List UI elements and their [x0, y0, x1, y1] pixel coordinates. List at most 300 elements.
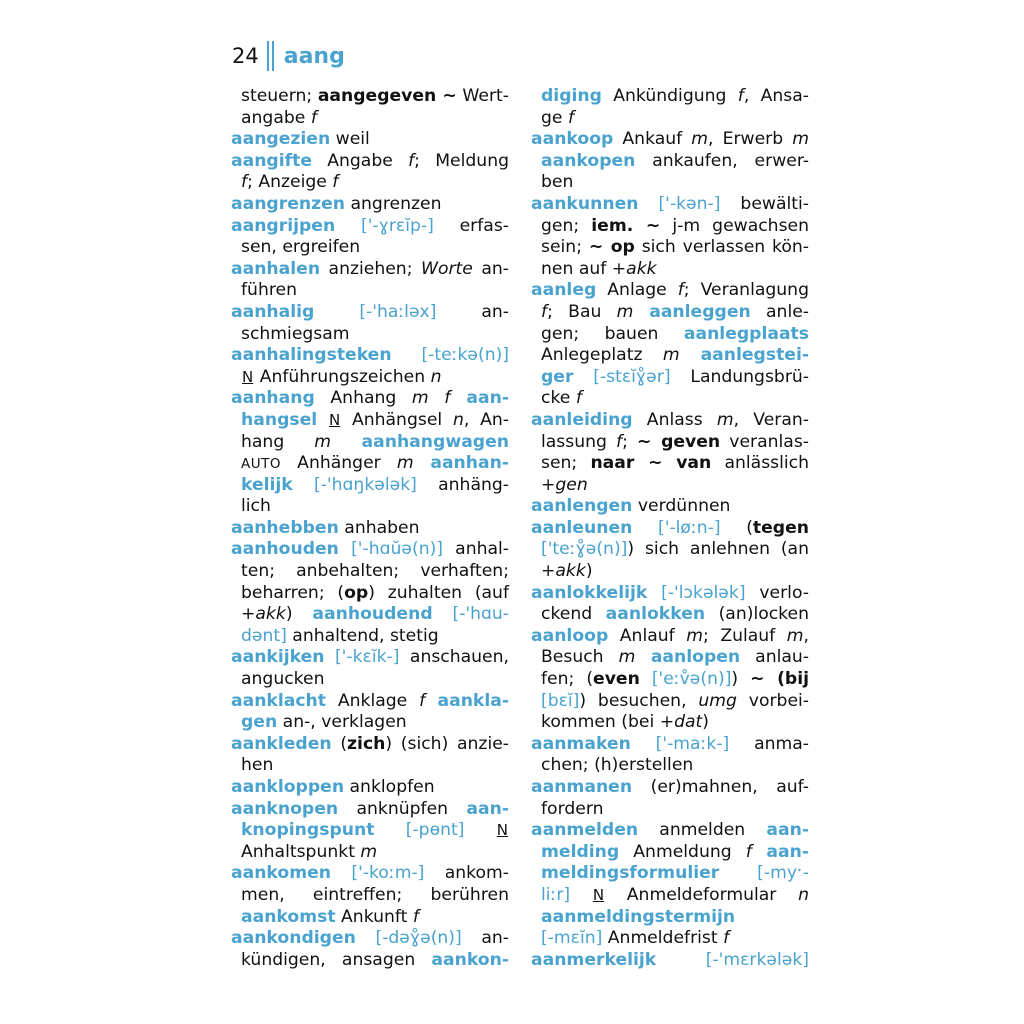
- pronunciation: dənt]: [241, 625, 287, 646]
- entry-line: [231, 561, 509, 583]
- headword: aan-: [766, 820, 809, 841]
- pronunciation: ['-kən-]: [638, 193, 721, 214]
- pronunciation: [-'hɑu-: [432, 604, 510, 625]
- headword: aankomen: [231, 863, 332, 884]
- definition-text: , An-: [463, 409, 509, 430]
- headword: aankon-: [431, 949, 509, 970]
- entry-line: [531, 194, 809, 216]
- definition-text: ): [285, 604, 313, 625]
- headword: aankleden: [231, 733, 332, 754]
- pronunciation: [-pɵnt]: [374, 820, 465, 841]
- definition-text: Anhänger: [281, 453, 397, 474]
- definition-text: ) besuchen,: [579, 690, 699, 711]
- definition-text: Angabe: [311, 150, 409, 171]
- grammar-label: +dat: [659, 712, 703, 733]
- headword: aanhangwagen: [330, 431, 509, 452]
- grammar-label: +akk: [611, 258, 657, 279]
- grammar-label: f: [408, 150, 415, 171]
- grammar-label: n: [430, 366, 442, 387]
- headword: knopingspunt: [241, 820, 375, 841]
- headword: aan-: [466, 798, 509, 819]
- entry-line: [231, 907, 509, 929]
- definition-text: lassung: [541, 431, 617, 452]
- entry-line: [231, 799, 509, 821]
- entry-line: [531, 734, 809, 756]
- definition-text: an-: [436, 301, 509, 322]
- definition-text: Anlegeplatz: [541, 345, 663, 366]
- definition-text: fen; (: [541, 669, 594, 690]
- definition-text: Anhaltspunkt: [241, 841, 361, 862]
- grammar-label: m: [314, 431, 331, 452]
- grammar-label: f: [737, 86, 744, 106]
- bold-phrase: ~ (bij: [750, 669, 810, 690]
- definition-text: (an)locken: [705, 604, 809, 625]
- headword: aanleg: [531, 280, 597, 301]
- definition-text: anhäng-: [416, 474, 509, 495]
- definition-text: ): [731, 669, 751, 690]
- definition-text: anhal-: [443, 539, 509, 560]
- definition-text: Anmeldung: [619, 841, 746, 862]
- headword: aanknopen: [231, 798, 339, 819]
- pronunciation: [-stɛĭɣ̊ər]: [573, 366, 671, 387]
- headword: ger: [541, 366, 574, 387]
- definition-text: sen;: [541, 453, 591, 474]
- entry-line: [531, 885, 809, 907]
- definition-text: [317, 410, 328, 430]
- entry-line: [531, 367, 809, 389]
- entry-line: [231, 755, 509, 777]
- entry-line: [231, 583, 509, 605]
- definition-text: ) sich anlehnen (an: [627, 539, 809, 560]
- grammar-label: f: [723, 928, 730, 949]
- headword: aanlegstei-: [679, 345, 809, 366]
- right-column: [531, 86, 809, 971]
- pronunciation: [-'haːləx]: [314, 301, 437, 322]
- headword: aanmeldingstermijn: [541, 906, 736, 927]
- definition-text: führen: [241, 280, 297, 301]
- pronunciation: [-dəɣ̊ə(n)]: [355, 928, 462, 949]
- definition-text: sein;: [541, 237, 589, 258]
- entry-line: [231, 410, 509, 432]
- grammar-label: f: [310, 107, 317, 128]
- entry-line: [531, 604, 809, 626]
- definition-text: anhaben: [338, 517, 420, 538]
- definition-text: Wert-: [456, 86, 509, 106]
- entry-line: [531, 86, 809, 108]
- entry-line: [531, 216, 809, 238]
- grammar-label: f: [412, 906, 419, 927]
- entry-line: [231, 928, 509, 950]
- grammar-label: m: [792, 129, 809, 150]
- definition-text: Landungsbrü-: [670, 366, 809, 387]
- headword: aanmaken: [531, 733, 631, 754]
- definition-text: Ankauf: [613, 129, 692, 150]
- grammar-label: f: [541, 301, 548, 322]
- headword: aanleggen: [633, 301, 751, 322]
- entry-line: [231, 172, 509, 194]
- bold-phrase: aangegeven ~: [317, 86, 457, 106]
- entry-line: [531, 302, 809, 324]
- entry-line: [231, 518, 509, 540]
- entry-line: [531, 777, 809, 799]
- headword: aangezien: [231, 129, 331, 150]
- headword: aanlegplaats: [683, 323, 809, 344]
- grammar-label: +akk: [541, 561, 586, 582]
- definition-text: anhaltend, stetig: [286, 625, 439, 646]
- definition-text: ankaufen, erwer-: [635, 150, 809, 171]
- entry-line: [531, 345, 809, 367]
- definition-text: (: [720, 517, 753, 538]
- headword: aanlopen: [635, 647, 741, 668]
- entry-line: [531, 647, 809, 669]
- definition-text: ; Zulauf: [702, 625, 787, 646]
- left-column: [231, 86, 509, 971]
- headword: aanhouden: [231, 539, 339, 560]
- pronunciation: ['-kɛĭk-]: [324, 647, 400, 668]
- definition-text: an-: [461, 928, 509, 949]
- pronunciation: [-'lɔkələk]: [647, 582, 746, 603]
- headword: aanleunen: [531, 517, 633, 538]
- entry-line: [531, 755, 809, 777]
- definition-text: , Erwerb: [708, 129, 793, 150]
- definition-text: angrenzen: [345, 193, 442, 214]
- entry-line: [531, 561, 809, 583]
- definition-text: verlo-: [745, 582, 809, 603]
- grammar-label: +gen: [541, 474, 588, 495]
- page-number: 24: [232, 44, 259, 68]
- bold-phrase: tegen: [752, 517, 809, 538]
- grammar-label: f: [419, 690, 426, 711]
- bold-phrase: ~ op: [588, 237, 635, 258]
- definition-text: anle-: [750, 301, 809, 322]
- grammar-label: f: [575, 388, 582, 409]
- headword: gen: [241, 712, 278, 733]
- headword: aankomst: [241, 906, 336, 927]
- entry-line: [531, 518, 809, 540]
- grammar-label: f: [567, 107, 575, 128]
- headword: aanhebben: [231, 517, 339, 538]
- entry-line: [531, 237, 809, 259]
- entry-line: [531, 108, 809, 130]
- definition-text: sich verlassen kön-: [634, 237, 809, 258]
- definition-text: chen; (h)erstellen: [541, 755, 694, 776]
- pronunciation: [-mɛĭn]: [541, 928, 603, 949]
- entry-line: [531, 280, 809, 302]
- definition-text: [640, 669, 652, 689]
- entry-line: [231, 712, 509, 734]
- grammar-label: Worte: [420, 258, 473, 279]
- definition-text: an-, verklagen: [277, 712, 407, 733]
- pronunciation: ['-ɣrɛĭp-]: [335, 215, 434, 236]
- entry-line: [531, 799, 809, 821]
- headword: aanloop: [531, 625, 609, 646]
- neuter-marker: N: [496, 821, 508, 840]
- definition-text: steuern;: [241, 86, 318, 106]
- entry-line: [531, 863, 809, 885]
- grammar-label: n: [798, 884, 809, 905]
- headword: aanhoudend: [312, 604, 433, 625]
- headword: aanhan-: [413, 453, 510, 474]
- page-header: [232, 38, 345, 74]
- entry-line: [531, 410, 809, 432]
- header-divider: [267, 41, 269, 71]
- definition-text: erfas-: [433, 215, 509, 236]
- definition-text: ) zuhalten (auf: [368, 582, 509, 603]
- headword: aanmerkelijk: [531, 949, 657, 970]
- headword: aangrenzen: [231, 193, 346, 214]
- bold-phrase: iem. ~: [591, 215, 661, 236]
- entry-line: [531, 172, 809, 194]
- definition-text: schmiegsam: [241, 323, 350, 344]
- definition-text: Anlass: [632, 409, 717, 430]
- definition-text: lich: [241, 496, 271, 517]
- definition-text: cke: [541, 388, 576, 409]
- headword: aanlengen: [531, 496, 633, 517]
- definition-text: vorbei-: [736, 690, 809, 711]
- entry-line: [231, 86, 509, 108]
- definition-text: ;: [622, 431, 638, 452]
- headword: aankunnen: [531, 193, 639, 214]
- pronunciation: liːr]: [541, 884, 571, 905]
- headword: aankloppen: [231, 777, 345, 797]
- entry-line: [531, 259, 809, 281]
- guide-word: aang: [283, 43, 345, 69]
- pronunciation: [-myˑ-: [719, 863, 809, 884]
- definition-text: anmelden: [638, 820, 767, 841]
- definition-text: [570, 885, 592, 905]
- entry-line: [531, 907, 809, 929]
- entry-line: [231, 475, 509, 497]
- definition-text: ) (sich) anzie-: [385, 733, 510, 754]
- entry-line: [231, 345, 509, 367]
- entry-line: [231, 129, 509, 151]
- grammar-label: m: [396, 453, 414, 474]
- definition-text: Anmeldeformular: [605, 884, 799, 905]
- entry-line: [231, 216, 509, 238]
- entry-line: [231, 108, 509, 130]
- definition-text: angucken: [241, 669, 325, 690]
- entry-line: [531, 388, 809, 410]
- definition-text: kommen (bei: [541, 712, 660, 733]
- definition-text: Anlauf: [608, 625, 687, 646]
- definition-text: ; Veranlagung: [683, 280, 809, 301]
- entry-line: [531, 432, 809, 454]
- bold-phrase: even: [593, 669, 640, 690]
- headword: aanlokkelijk: [531, 582, 648, 603]
- entry-line: [231, 820, 509, 842]
- definition-text: sen, ergreifen: [241, 237, 361, 258]
- definition-text: (er)mahnen, auf-: [632, 777, 809, 797]
- headword: aanlokken: [605, 604, 706, 625]
- definition-text: ,: [803, 625, 809, 646]
- grammar-label: m: [618, 647, 636, 668]
- definition-text: [464, 820, 495, 840]
- definition-text: ben: [541, 172, 574, 193]
- headword: aanmelden: [531, 820, 639, 841]
- entry-line: [231, 842, 509, 864]
- definition-text: Anklage: [326, 690, 420, 711]
- neuter-marker: N: [242, 367, 254, 386]
- entry-line: [531, 129, 809, 151]
- definition-text: angabe: [241, 107, 311, 128]
- pronunciation: ['-løːn-]: [632, 517, 721, 538]
- entry-line: [231, 367, 509, 389]
- entry-line: [531, 324, 809, 346]
- headword: aangifte: [231, 150, 312, 171]
- entry-line: [231, 885, 509, 907]
- grammar-label: m: [786, 625, 804, 646]
- grammar-label: f: [616, 431, 623, 452]
- entry-line: [231, 388, 509, 410]
- definition-text: verdünnen: [632, 496, 731, 517]
- definition-text: ge: [541, 107, 568, 128]
- neuter-marker: N: [592, 885, 605, 904]
- definition-text: ; Anzeige: [247, 172, 333, 193]
- definition-text: anziehen;: [320, 258, 421, 279]
- definition-text: ): [585, 561, 593, 582]
- headword: aan-: [751, 841, 809, 862]
- grammar-label: f: [241, 172, 248, 193]
- entry-line: [231, 950, 509, 972]
- entry-line: [531, 950, 809, 972]
- entry-line: [231, 496, 509, 518]
- grammar-label: umg: [698, 690, 737, 711]
- bold-phrase: ~ geven: [637, 431, 721, 452]
- pronunciation: ['-maːk-]: [630, 733, 730, 754]
- headword: aankla-: [425, 690, 509, 711]
- definition-text: anlau-: [740, 647, 810, 668]
- entry-line: [231, 453, 509, 475]
- definition-text: ): [702, 712, 710, 733]
- entry-line: [531, 691, 809, 713]
- definition-text: Anhängsel: [341, 409, 453, 430]
- definition-text: , Ansa-: [743, 86, 809, 106]
- definition-text: beharren; (: [241, 582, 345, 603]
- definition-text: ; Bau: [547, 301, 617, 322]
- headword: aankoop: [531, 129, 614, 150]
- entry-line: [231, 604, 509, 626]
- grammar-label: m: [616, 301, 634, 322]
- entry-line: [531, 669, 809, 691]
- headword: aankondigen: [231, 928, 356, 949]
- bold-phrase: op: [344, 582, 369, 603]
- headword: aanhalen: [231, 258, 321, 279]
- entry-line: [231, 324, 509, 346]
- headword: aangrijpen: [231, 215, 336, 236]
- entry-line: [531, 583, 809, 605]
- definition-text: (: [331, 733, 348, 754]
- grammar-label: +akk: [241, 604, 286, 625]
- entry-line: [231, 237, 509, 259]
- grammar-label: m f: [411, 388, 451, 409]
- headword: aanhang: [231, 388, 315, 409]
- entry-line: [531, 928, 809, 950]
- definition-text: Anhang: [314, 388, 412, 409]
- headword: aanhalingsteken: [231, 345, 392, 366]
- definition-text: , Veran-: [733, 409, 809, 430]
- entry-line: [231, 151, 509, 173]
- pronunciation: ['-hɑŭə(n)]: [338, 539, 443, 560]
- entry-line: [531, 453, 809, 475]
- headword: diging: [541, 86, 602, 106]
- headword: aankopen: [541, 150, 636, 171]
- definition-text: hen: [241, 755, 274, 776]
- definition-text: gen;: [541, 215, 592, 236]
- definition-text: Ankündigung: [601, 86, 738, 106]
- definition-text: anschauen,: [399, 647, 509, 668]
- bold-phrase: zich: [347, 733, 386, 754]
- entry-line: [231, 647, 509, 669]
- headword: aan-: [450, 388, 509, 409]
- neuter-marker: N: [328, 410, 341, 429]
- grammar-label: f: [745, 841, 752, 862]
- pronunciation: ['teːɣ̊ə(n)]: [541, 539, 628, 560]
- definition-text: ankom-: [424, 863, 509, 884]
- entry-line: [531, 475, 809, 497]
- domain-label: AUTO: [241, 456, 281, 473]
- entry-line: [531, 712, 809, 734]
- headword: meldingsformulier: [541, 863, 720, 884]
- entry-line: [531, 496, 809, 518]
- definition-text: j-m gewachsen: [660, 215, 809, 236]
- definition-text: anklopfen: [344, 777, 435, 797]
- definition-text: Anlage: [596, 280, 678, 301]
- pronunciation: [-teːkə(n)]: [391, 345, 509, 366]
- definition-text: anma-: [729, 733, 809, 754]
- entry-line: [231, 777, 509, 799]
- headword: aankijken: [231, 647, 325, 668]
- header-divider: [272, 41, 274, 71]
- headword: aanhalig: [231, 301, 315, 322]
- entry-line: [531, 539, 809, 561]
- entry-line: [231, 259, 509, 281]
- entry-line: [231, 539, 509, 561]
- grammar-label: m: [686, 625, 703, 646]
- definition-text: gen; bauen: [541, 323, 684, 344]
- grammar-label: n: [452, 409, 464, 430]
- entry-line: [531, 626, 809, 648]
- grammar-label: f: [332, 172, 339, 193]
- entry-line: [531, 151, 809, 173]
- definition-text: weil: [330, 129, 370, 150]
- definition-text: veranlas-: [720, 431, 809, 452]
- entry-line: [231, 432, 509, 454]
- definition-text: kündigen, ansagen: [241, 949, 432, 970]
- definition-text: Ankunft: [335, 906, 413, 927]
- pronunciation: ['-koːm-]: [331, 863, 425, 884]
- grammar-label: m: [716, 409, 734, 430]
- definition-text: hang: [241, 431, 315, 452]
- pronunciation: [bɛĭ]: [541, 690, 580, 711]
- definition-text: an-: [472, 258, 509, 279]
- definition-text: anknüpfen: [338, 798, 467, 819]
- definition-text: anlässlich: [711, 453, 809, 474]
- entry-line: [231, 734, 509, 756]
- headword: hangsel: [241, 409, 318, 430]
- entry-line: [231, 626, 509, 648]
- pronunciation: [-'hɑŋkələk]: [292, 474, 417, 495]
- grammar-label: m: [662, 345, 680, 366]
- entry-line: [531, 820, 809, 842]
- definition-text: fordern: [541, 798, 604, 819]
- grammar-label: m: [360, 841, 378, 862]
- entry-line: [231, 863, 509, 885]
- entry-line: [231, 280, 509, 302]
- entry-line: [231, 194, 509, 216]
- entry-line: [231, 302, 509, 324]
- headword: kelijk: [241, 474, 293, 495]
- definition-text: nen auf: [541, 258, 612, 279]
